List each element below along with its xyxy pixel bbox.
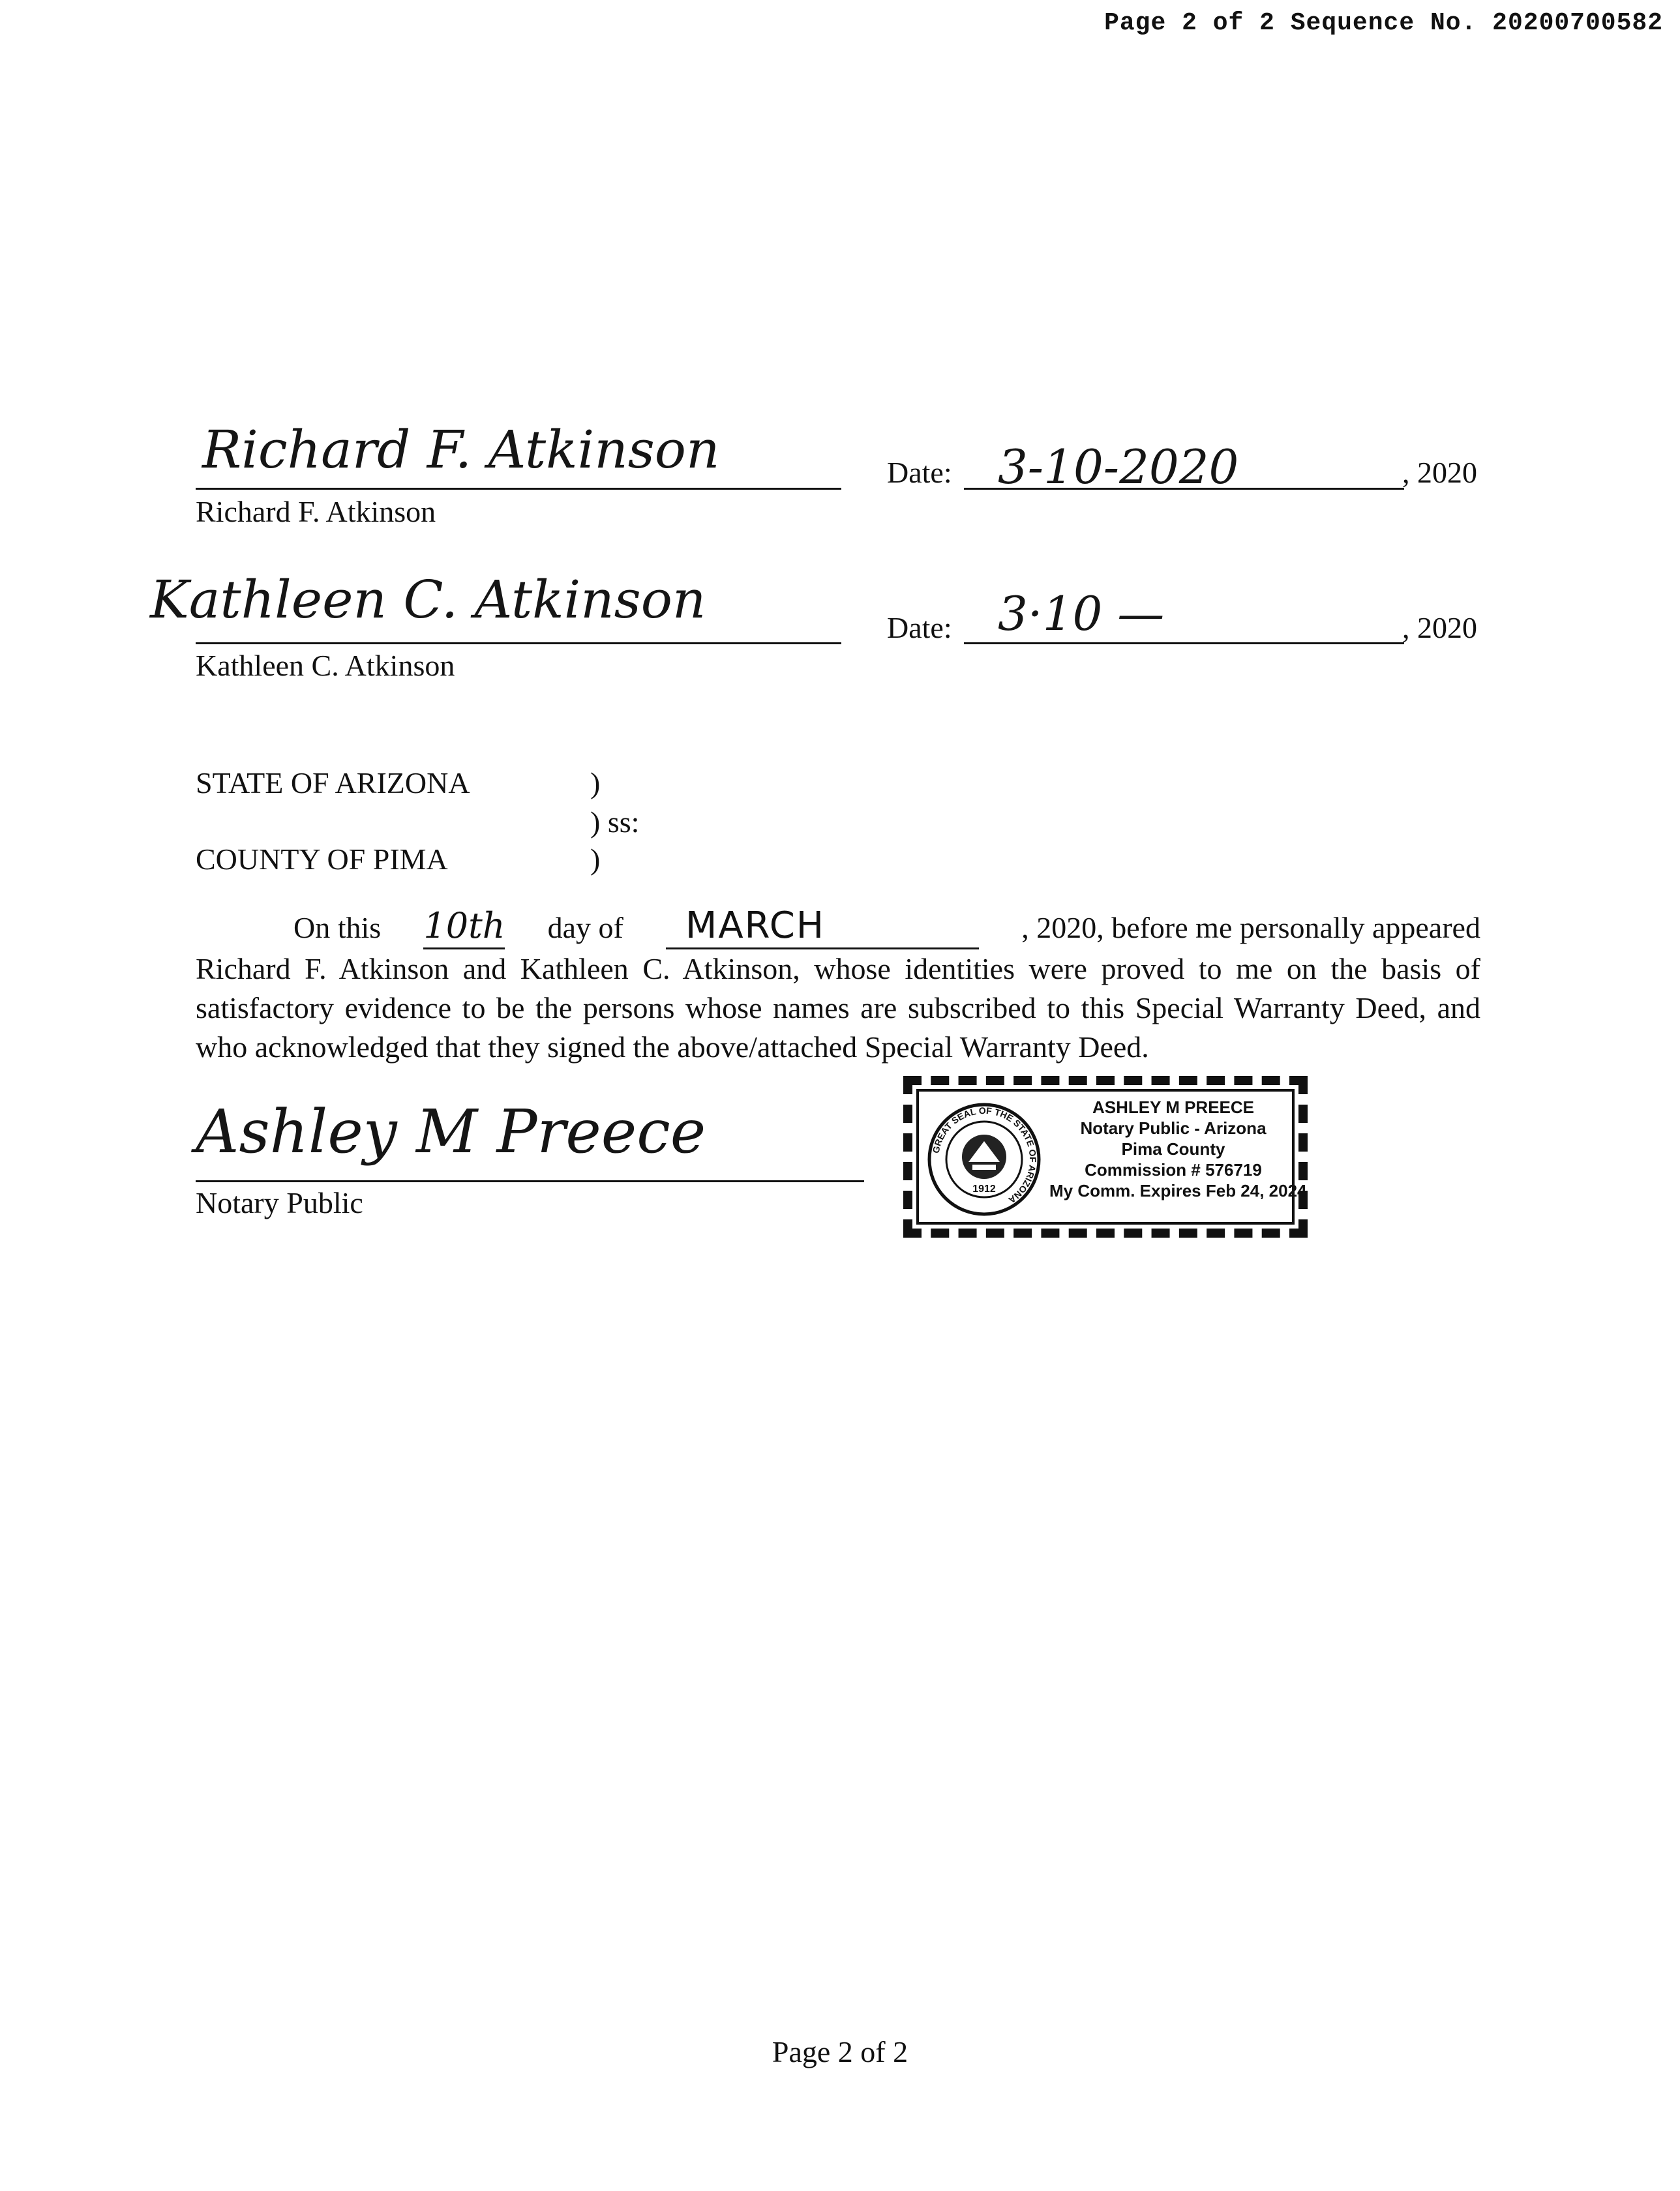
page-footer: Page 2 of 2: [772, 2035, 908, 2068]
seal-year: 1912: [972, 1184, 996, 1195]
notary-label: Notary Public: [196, 1186, 363, 1219]
date-line-2: [964, 642, 1404, 644]
ack-day-value: 10th: [423, 905, 505, 946]
stamp-name: ASHLEY M PREECE: [1092, 1097, 1254, 1117]
stamp-county: Pima County: [1121, 1139, 1225, 1159]
seal-ring-text: GREAT SEAL OF THE STATE OF ARIZONA: [930, 1105, 1039, 1206]
signer-name-2: Kathleen C. Atkinson: [196, 649, 455, 682]
arizona-seal-icon: [927, 1102, 1042, 1217]
venue-ss: ) ss:: [590, 805, 640, 839]
venue-county: COUNTY OF PIMA: [196, 842, 448, 876]
ack-on-this: On this: [293, 911, 382, 944]
ack-day-of: day of: [547, 911, 623, 944]
signature-line-1: [196, 488, 841, 490]
date-line-1: [964, 488, 1404, 490]
notary-stamp-text: [1049, 1097, 1307, 1201]
signature-richard: Richard F. Atkinson: [202, 419, 720, 480]
stamp-expires: My Comm. Expires Feb 24, 2024: [1049, 1181, 1307, 1200]
date-value-1: 3-10-2020: [998, 440, 1239, 494]
acknowledgment-paragraph: [196, 906, 1480, 1067]
signature-kathleen: Kathleen C. Atkinson: [150, 569, 706, 630]
year-suffix-2: , 2020: [1402, 611, 1477, 644]
year-suffix-1: , 2020: [1402, 456, 1477, 489]
date-value-2: 3·10 —: [998, 586, 1165, 641]
ack-month-blank: [666, 906, 979, 949]
notary-stamp: [903, 1076, 1308, 1238]
date-label-1: Date:: [887, 456, 952, 489]
recording-header-stamp: Page 2 of 2 Sequence No. 20200700582: [1104, 9, 1663, 37]
stamp-title: Notary Public - Arizona: [1080, 1118, 1267, 1138]
ack-body: Richard F. Atkinson and Kathleen C. Atkinson, whose identities were proved to me on the basis of satisfactory evidence to be the persons whose names are subscribed to this Special Warranty Deed, and who acknowledged that they signed the above/attached Special Warranty Deed.: [196, 952, 1480, 1064]
venue-paren-top: ): [590, 766, 601, 799]
ack-after-month: , 2020, before me personally appeared: [1021, 911, 1480, 944]
ack-month-value: MARCH: [685, 904, 825, 947]
notary-signature-line: [196, 1180, 864, 1182]
signer-name-1: Richard F. Atkinson: [196, 495, 436, 528]
ack-day-blank: [423, 906, 505, 949]
date-label-2: Date:: [887, 611, 952, 644]
venue-paren-bottom: ): [590, 842, 601, 876]
stamp-commission: Commission # 576719: [1085, 1160, 1262, 1180]
acknowledgment-first-line: [196, 906, 1480, 949]
venue-state: STATE OF ARIZONA: [196, 766, 470, 799]
notary-signature: Ashley M Preece: [196, 1097, 706, 1167]
signature-line-2: [196, 642, 841, 644]
